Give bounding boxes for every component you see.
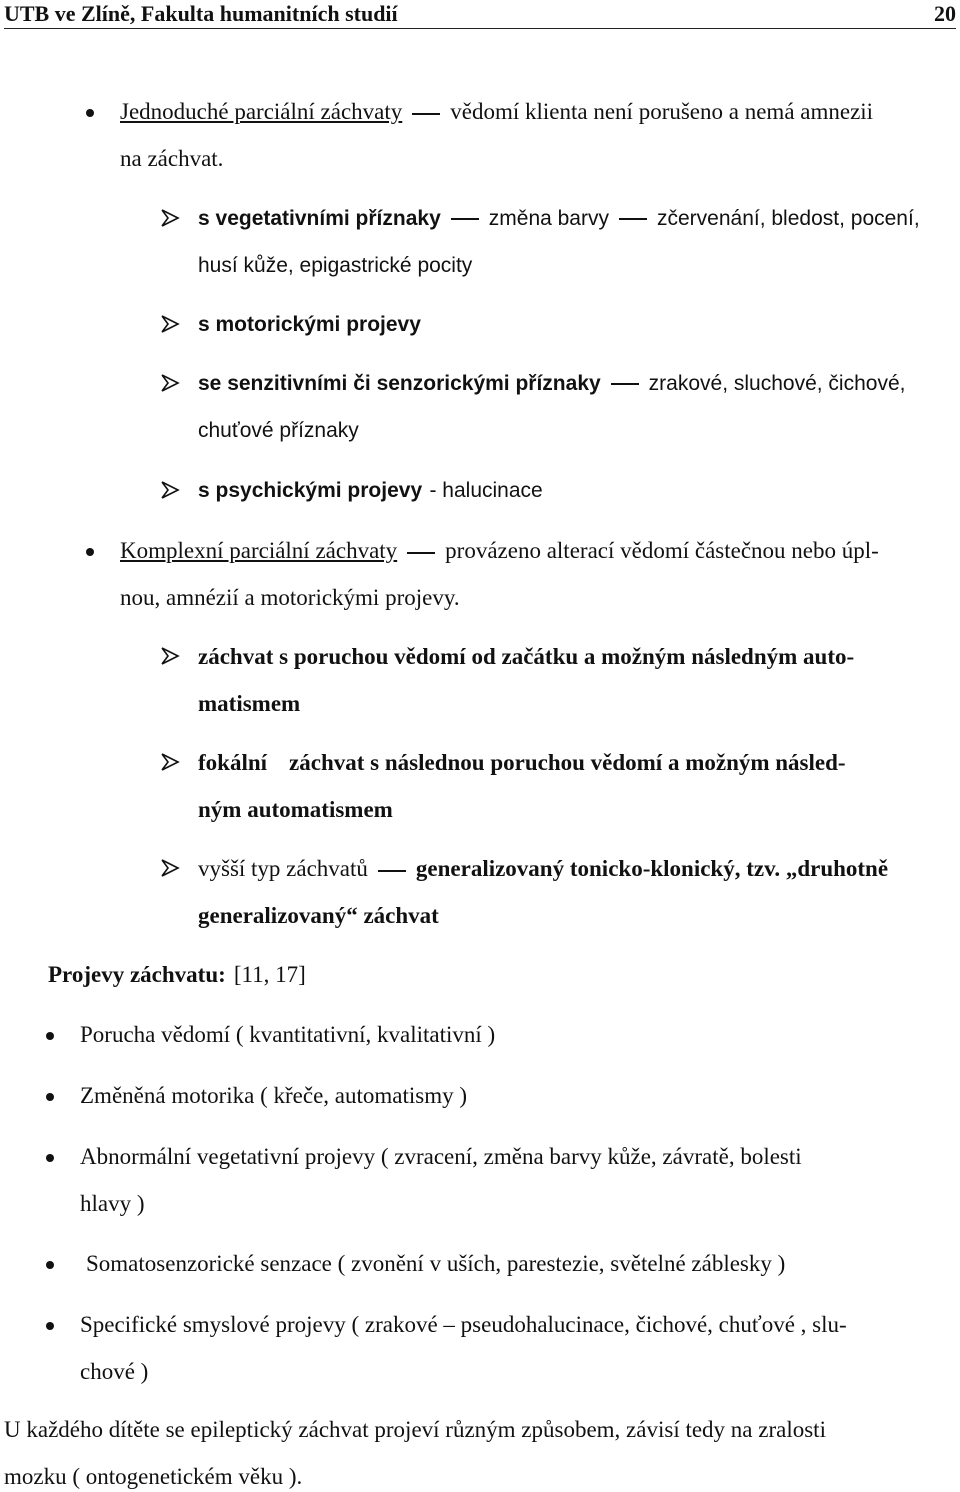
closing-line-1: U každého dítěte se epileptický záchvat projeví různým způsobem, závisí tedy na zralosti: [4, 1417, 826, 1442]
bullet-icon: [46, 1322, 54, 1330]
projevy-item-4: Somatosenzorické senzace ( zvonění v uších, parestezie, světelné záblesky ): [86, 1251, 786, 1276]
dash: [412, 113, 440, 115]
s2-item-1-cont: matismem: [198, 691, 301, 716]
projevy-item-5: Specifické smyslové projevy ( zrakové – pseudohalucinace, čichové, chuťové , slu-: [80, 1312, 847, 1337]
arrow-bullet-icon: [160, 752, 180, 772]
section2-text-cont: nou, amnézií a motorickými projevy.: [120, 585, 460, 610]
s2-item-2: [198, 749, 846, 777]
arrow-bullet-icon: [160, 480, 180, 500]
projevy-title: Projevy záchvatu:: [48, 962, 226, 987]
projevy-heading: [48, 961, 306, 989]
projevy-ref: [11, 17]: [233, 962, 306, 987]
section2-title: Komplexní parciální záchvaty: [120, 538, 398, 563]
bullet-icon: [46, 1154, 54, 1162]
projevy-item-1: Porucha vědomí ( kvantitativní, kvalitativní ): [80, 1022, 496, 1047]
bullet-icon: [46, 1261, 54, 1269]
s1-item-1-cont: husí kůže, epigastrické pocity: [198, 254, 473, 277]
s1-item-3: [198, 371, 905, 396]
dash: [451, 218, 479, 220]
section1-heading-line: [120, 98, 955, 126]
s1-item-1: [198, 206, 920, 231]
s1-item-2: s motorickými projevy: [198, 313, 421, 336]
s1-item-1-rest1: změna barvy: [488, 207, 609, 230]
s1-item-4: [198, 478, 543, 503]
projevy-item-5-cont: chové ): [80, 1359, 149, 1384]
section1-text: vědomí klienta není porušeno a nemá amnezii: [450, 99, 874, 124]
arrow-bullet-icon: [160, 646, 180, 666]
s1-item-4-rest: - halucinace: [429, 479, 543, 502]
dash: [619, 218, 647, 220]
s2-item-2-bold2: záchvat s následnou poruchou vědomí a možným násled-: [289, 750, 846, 775]
arrow-bullet-icon: [160, 208, 180, 228]
s2-item-3-bold: generalizovaný tonicko-klonický, tzv. „druhotně: [415, 856, 889, 881]
s2-item-3-cont: generalizovaný“ záchvat: [198, 903, 439, 928]
header-divider: [4, 28, 956, 29]
arrow-bullet-icon: [160, 858, 180, 878]
section2-heading-line: [120, 537, 879, 565]
arrow-bullet-icon: [160, 314, 180, 334]
section1-title: Jednoduché parciální záchvaty: [120, 99, 403, 124]
projevy-item-3-cont: hlavy ): [80, 1191, 145, 1216]
s2-item-2-bold1: fokální: [198, 750, 268, 775]
bullet-icon: [46, 1032, 54, 1040]
page-header: [4, 0, 956, 30]
dash: [407, 552, 435, 554]
header-institution: UTB ve Zlíně, Fakulta humanitních studií: [4, 1, 398, 26]
projevy-item-3: Abnormální vegetativní projevy ( zvracení, změna barvy kůže, závratě, bolesti: [80, 1144, 802, 1169]
arrow-bullet-icon: [160, 373, 180, 393]
s1-item-3-cont: chuťové příznaky: [198, 419, 359, 442]
dash: [378, 870, 406, 872]
dash: [611, 383, 639, 385]
s2-item-1: záchvat s poruchou vědomí od začátku a možným následným auto-: [198, 644, 855, 669]
section2-text: provázeno alterací vědomí částečnou nebo úpl-: [445, 538, 879, 563]
s1-item-3-bold: se senzitivními či senzorickými příznaky: [198, 372, 601, 395]
s1-item-1-bold: s vegetativními příznaky: [198, 207, 441, 230]
closing-line-2: mozku ( ontogenetickém věku ).: [4, 1464, 303, 1489]
s1-item-3-rest: zrakové, sluchové, čichové,: [648, 372, 906, 395]
bullet-icon: [86, 548, 94, 556]
section1-text-cont: na záchvat.: [120, 146, 224, 171]
s2-item-3: [198, 855, 888, 883]
bullet-icon: [86, 109, 94, 117]
s1-item-4-bold: s psychickými projevy: [198, 479, 423, 502]
s2-item-2-cont: ným automatismem: [198, 797, 393, 822]
page-number: 20: [934, 1, 956, 26]
s2-item-3-rest: vyšší typ záchvatů: [198, 856, 368, 881]
s1-item-1-rest2: zčervenání, bledost, pocení,: [656, 207, 920, 230]
bullet-icon: [46, 1093, 54, 1101]
projevy-item-2: Změněná motorika ( křeče, automatismy ): [80, 1083, 468, 1108]
